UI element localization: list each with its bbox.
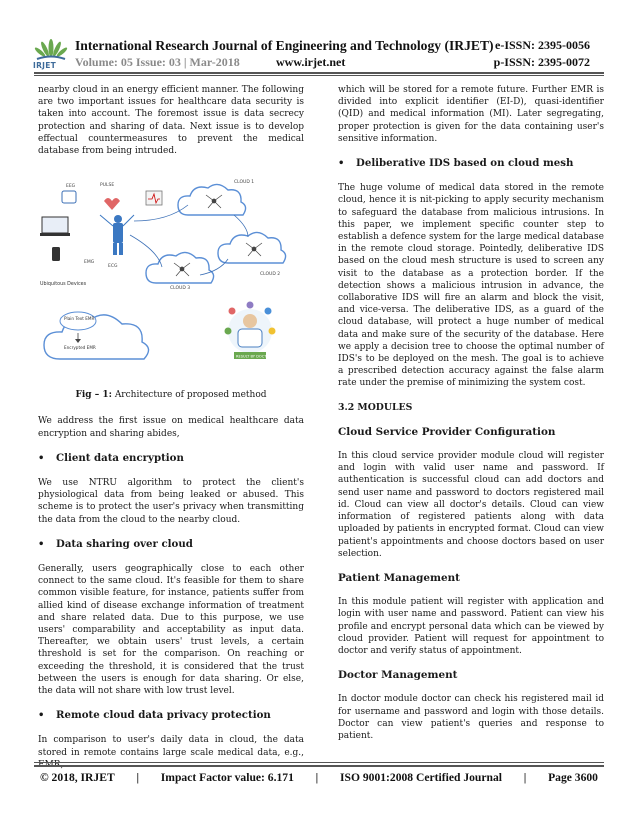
continuation-paragraph: which will be stored for a remote future. Further EMR is divided into explicit identifier (EI-D), quasi-identifier (QID) and medical information (MI). Later segregating, proper protection is given for the data containing user's sensitive information. [338, 85, 604, 144]
bullet-icon: • [38, 710, 45, 722]
phone-icon [52, 247, 60, 261]
footer-separator: | [523, 771, 527, 784]
irjet-logo-icon [34, 34, 68, 64]
footer-iso: ISO 9001:2008 Certified Journal [339, 771, 502, 784]
figure-caption-text: Architecture of proposed method [114, 390, 267, 401]
figure-caption [38, 389, 304, 401]
bullet-icon: • [38, 538, 45, 550]
footer-rule-thin [34, 762, 604, 763]
patient-management-heading: Patient Management [338, 571, 460, 584]
right-column [338, 84, 604, 754]
journal-title: International Research Journal of Engineering and Technology (IRJET) [75, 38, 494, 53]
architecture-figure [38, 171, 304, 381]
csp-config-paragraph: In this cloud service provider module cloud will register and login with valid user name and password. If authentication is successful cloud can add doctors and send user name and password to doctors registered mail id. Cloud can view all doctor's details. Cloud can view information of registered patients along with data uploaded by patients in encrypted format. Cloud can view patient's appointments and choose doctors based on user selection. [338, 451, 604, 559]
client-encryption-heading [38, 452, 304, 465]
bullet-icon: • [38, 452, 45, 464]
page-footer [40, 771, 598, 784]
ubiquitous-label: Ubiquitous Devices [40, 282, 87, 288]
address-paragraph: We address the first issue on medical healthcare data encryption and sharing abides, [38, 416, 304, 439]
patient-management-paragraph: In this module patient will register with application and login with user name and password. Patient can view his profile and encrypt personal data which can be viewed by cloud provider. Patient will request for appointment to doctor and verify status of appointment. [338, 597, 604, 656]
figure-caption-label: Fig – 1: [75, 390, 112, 401]
p-issn: p-ISSN: 2395-0072 [493, 55, 590, 69]
cloud-3-label: CLOUD 3 [170, 286, 191, 292]
remote-privacy-paragraph: In comparison to user's daily data in cloud, the data stored in remote contains large scale medical data, e.g., [38, 735, 304, 758]
eeg-label: EEG [66, 184, 76, 190]
emg-label: EMG [84, 260, 95, 266]
e-issn: e-ISSN: 2395-0056 [495, 38, 590, 52]
heart-icon [104, 198, 120, 210]
logo-text: IRJET [33, 61, 57, 70]
bullet-icon: • [338, 158, 345, 170]
result-label: RESULT BY DOCTOR [236, 354, 272, 359]
cloud-2-label: CLOUD 2 [260, 272, 281, 278]
client-encryption-paragraph: We use NTRU algorithm to protect the client's physiological data from being leaked or abused. This scheme is to protect the user's privacy when transmitting the data from the cloud to the nearby cloud. [38, 478, 304, 525]
footer-rule [34, 765, 604, 767]
ecg-label: ECG [108, 264, 118, 270]
csp-config-heading: Cloud Service Provider Configuration [338, 425, 556, 438]
remote-privacy-heading [38, 709, 304, 722]
architecture-diagram [38, 171, 304, 381]
footer-separator: | [136, 771, 140, 784]
deliberative-ids-title: Deliberative IDS based on cloud mesh [356, 157, 574, 170]
modules-section-heading: 3.2 MODULES [338, 401, 413, 413]
footer-copyright: © 2018, IRJET [40, 771, 115, 784]
eeg-head-icon [62, 191, 76, 203]
header-rule [34, 72, 604, 74]
data-sharing-paragraph: Generally, users geographically close to each other connect to the same cloud. It's feasible for them to share common visible feature, for instance, patients suffer from allied kind of disease exchange information of treatment and share related data. Due to this purpose, we use users' comparability and acceptability as input data. Thereafter, we obtain users' trust levels, a certain threshold is set for the comparison. On reaching or exceeding the threshold, it is considered that the trust between the users is enough for data sharing. Or else, the data will not share with low trust level. [38, 564, 304, 697]
patient-figure-icon [114, 215, 122, 223]
doctor-icon [225, 302, 276, 354]
page-header [0, 0, 638, 78]
laptop-icon [42, 217, 68, 233]
pulse-label: PULSE [100, 183, 115, 189]
remote-privacy-title: Remote cloud data privacy protection [56, 709, 271, 722]
doctor-management-paragraph: In doctor module doctor can check his registered mail id for username and password and login with those details. Doctor can view patient's queries and response to patient. [338, 694, 604, 741]
plain-text-label: Plain Text EMR [64, 316, 95, 322]
data-sharing-title: Data sharing over cloud [56, 537, 193, 550]
deliberative-ids-paragraph: The huge volume of medical data stored in the remote cloud, hence it is nit-picking to apply security mechanism to safeguard the database from malicious intrusions. In this paper, we implement specific counter step to establish a defence system for the large medical database in the remote cloud storage. Pointedly, deliberative IDS based on the cloud mesh structure is used to screen any visit to the database as a protection border. If the detection shows a malicious intrusion in advance, the collaborative IDS will fire an alarm and block the visit, and vice-versa. The deliberative IDS, as a guard of the cloud database, will protect a huge number of medical data and make sure of the security of the database. Here we apply a decision tree to choose the optimal number of IDS's to be deployed on the mesh. The goal is to achieve a prescribed detection accuracy against the false alarm rate under the premise of minimizing the system cost. [338, 183, 604, 389]
ubiquitous-devices-group [40, 182, 162, 287]
header-rule-thin [34, 75, 604, 76]
plain-text-emr-box [60, 312, 96, 330]
encrypted-label: Encrypted EMR [64, 345, 96, 351]
data-sharing-heading [38, 538, 304, 551]
footer-impact-factor: Impact Factor value: 6.171 [160, 771, 294, 784]
footer-page-number: Page 3600 [548, 771, 598, 784]
deliberative-ids-heading [338, 157, 604, 170]
volume-issue: Volume: 05 Issue: 03 | Mar-2018 [75, 55, 240, 69]
doctor-management-heading: Doctor Management [338, 669, 458, 682]
intro-paragraph: nearby cloud in an energy efficient manner. The following are two important issues for healthcare data security is taken into account. The foremost issue is data secrecy protection and sharing of data. Next issue is to develop effectual countermeasures to prevent the medical database from being intruded. [38, 85, 304, 157]
journal-website-link[interactable]: www.irjet.net [276, 55, 346, 69]
footer-separator: | [315, 771, 319, 784]
left-column [38, 84, 304, 783]
client-encryption-title: Client data encryption [56, 451, 184, 464]
cloud-1-label: CLOUD 1 [234, 180, 255, 186]
